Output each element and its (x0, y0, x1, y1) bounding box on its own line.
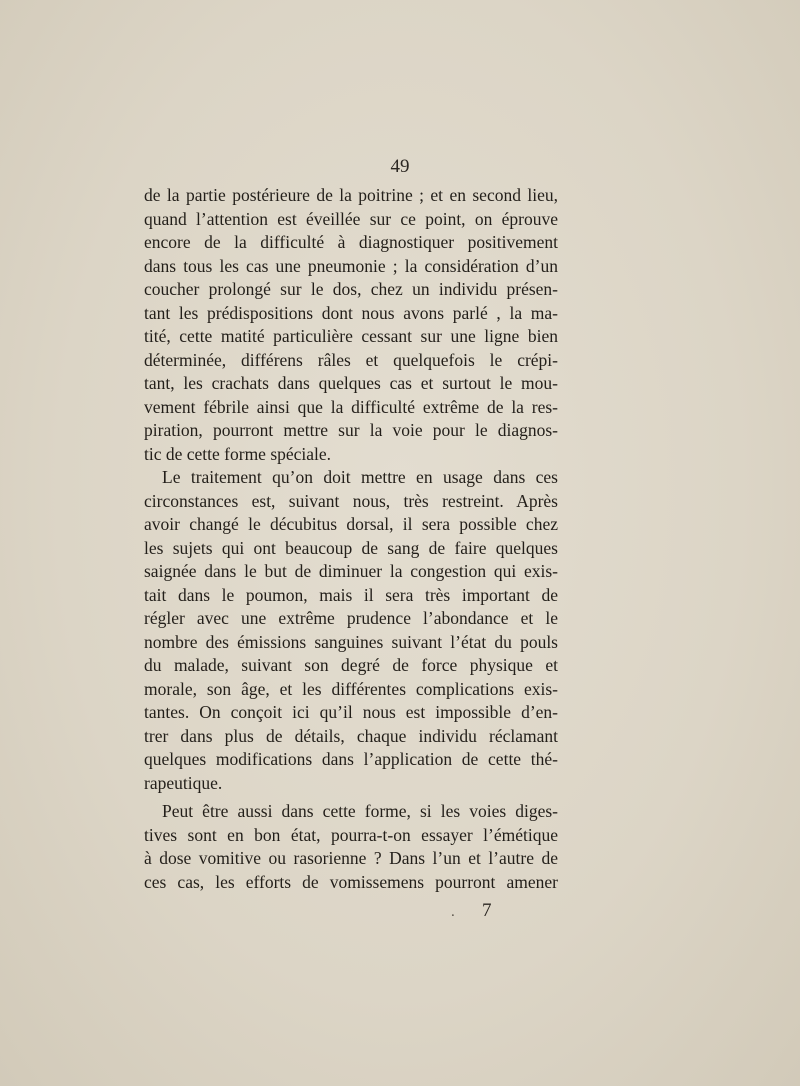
text-line: déterminée, différens râles et quelquefois le crépi- (144, 349, 558, 370)
text-line: encore de la difficulté à diagnostiquer positivement (144, 232, 558, 252)
text-line: piration, pourront mettre sur la voie pour le diagnos- (144, 420, 558, 440)
body-text (144, 184, 558, 894)
text-line: tic de cette forme spéciale. (144, 443, 332, 464)
text-line: tantes. On conçoit ici qu’il nous est impossible d’en- (144, 702, 558, 722)
text-line: quand l’attention est éveillée sur ce point, on éprouve (144, 208, 558, 229)
text-line: vement fébrile ainsi que la difficulté extrême de la res- (144, 396, 558, 417)
text-line: régler avec une extrême prudence l’abondance et le (144, 608, 558, 628)
text-line: saignée dans le but de diminuer la congestion qui exis- (144, 561, 558, 581)
text-line: avoir changé le décubitus dorsal, il sera possible chez (144, 514, 558, 534)
text-line: dans tous les cas une pneumonie ; la considération d’un (144, 255, 558, 276)
text-line: tives sont en bon état, pourra-t-on essayer l’émétique (144, 824, 558, 845)
text-line: tant les prédispositions dont nous avons parlé , la ma- (144, 302, 558, 323)
text-line: du malade, suivant son degré de force physique et (144, 655, 558, 675)
text-line: morale, son âge, et les différentes complications exis- (144, 678, 558, 699)
text-line: rapeutique. (144, 772, 223, 793)
text-line: à dose vomitive ou rasorienne ? Dans l’un et l’autre de (144, 848, 558, 868)
paragraph-3 (144, 800, 558, 894)
text-line: circonstances est, suivant nous, très restreint. Après (144, 490, 558, 511)
text-line: trer dans plus de détails, chaque individu réclamant (144, 725, 558, 746)
text-line: quelques modifications dans l’application de cette thé- (144, 749, 558, 769)
text-line: nombre des émissions sanguines suivant l’état du pouls (144, 631, 558, 652)
page-number: 49 (390, 156, 410, 177)
text-line: Le traitement qu’on doit mettre en usage dans ces (162, 467, 558, 487)
text-line: ces cas, les efforts de vomissemens pourront amener (144, 871, 558, 892)
paragraph-2 (144, 466, 558, 795)
text-line: tait dans le poumon, mais il sera très important de (144, 584, 558, 605)
signature-mark: 7 (482, 900, 492, 921)
text-line: tant, les crachats dans quelques cas et surtout le mou- (144, 373, 558, 393)
text-line: de la partie postérieure de la poitrine ; et en second lieu, (144, 185, 558, 205)
text-line: coucher prolongé sur le dos, chez un individu présen- (144, 279, 558, 299)
text-line: Peut être aussi dans cette forme, si les voies diges- (162, 801, 558, 821)
text-line: les sujets qui ont beaucoup de sang de faire quelques (144, 537, 558, 558)
signature-dot: . (451, 904, 455, 920)
paragraph-1 (144, 184, 558, 466)
text-line: tité, cette matité particulière cessant sur une ligne bien (144, 326, 558, 346)
